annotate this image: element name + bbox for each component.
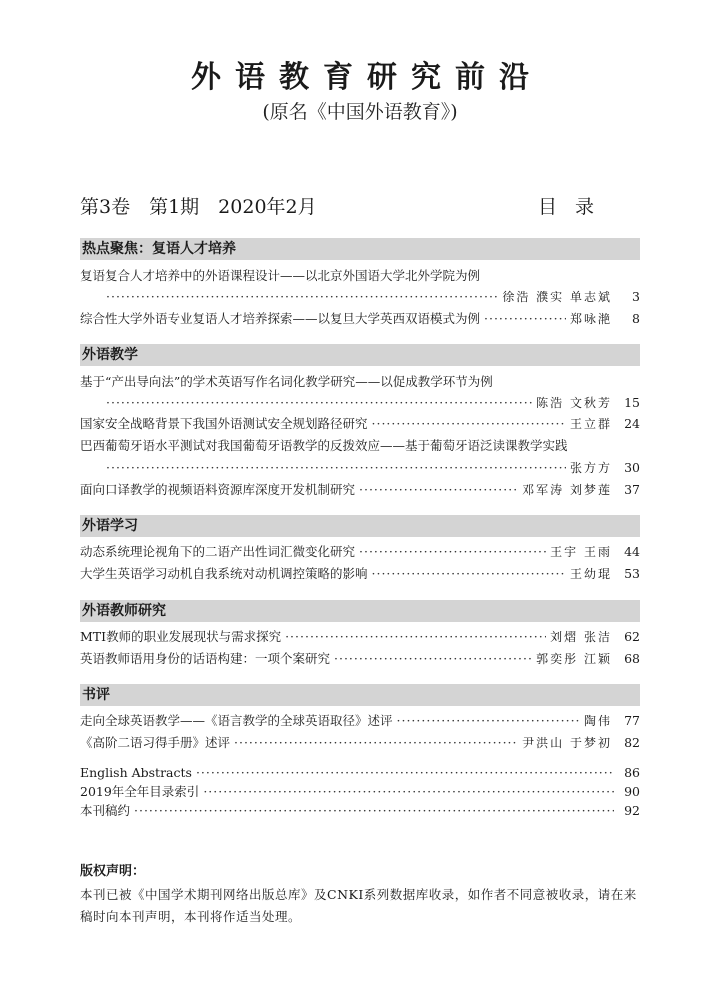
- toc-entry-title[interactable]: [80, 266, 640, 286]
- toc-entry[interactable]: [80, 309, 640, 329]
- toc-entry[interactable]: [80, 414, 640, 434]
- entry-page: 62: [624, 629, 640, 644]
- extra-page: 92: [624, 803, 640, 818]
- entry-page: 44: [624, 544, 640, 559]
- leader-dots: [234, 733, 518, 753]
- leader-dots: [106, 393, 532, 413]
- former-name: (原名《中国外语教育》): [262, 101, 458, 123]
- toc-entry-meta: [80, 458, 640, 478]
- toc-entry-meta: [80, 393, 640, 413]
- toc-entry[interactable]: [80, 564, 640, 584]
- entry-authors: 王幼琨: [569, 567, 612, 581]
- toc-label: 目录: [537, 196, 612, 218]
- extra-page: 86: [624, 765, 640, 780]
- entry-authors: 陈浩 文秋芳: [536, 396, 612, 410]
- leader-dots: [334, 649, 532, 669]
- toc-entry[interactable]: [80, 480, 640, 500]
- entry-title[interactable]: 英语教师语用身份的话语构建：一项个案研究: [80, 651, 331, 666]
- issue-info: 第3卷 第1期 2020年2月: [80, 196, 317, 218]
- section-heading: 书评: [80, 684, 640, 706]
- entry-authors: 陶伟: [583, 714, 612, 728]
- copyright-body: 本刊已被《中国学术期刊网络出版总库》及CNKI系列数据库收录，如作者不同意被收录，请在来稿时向本刊声明，本刊将作适当处理。: [80, 887, 637, 924]
- entry-authors: 王宇 王雨: [550, 545, 612, 559]
- entry-title[interactable]: 面向口译教学的视频语料资源库深度开发机制研究: [80, 482, 356, 497]
- leader-dots: [285, 627, 546, 647]
- entry-title[interactable]: 基于“产出导向法”的学术英语写作名词化教学研究——以促成教学环节为例: [80, 374, 493, 389]
- entry-title[interactable]: 国家安全战略背景下我国外语测试安全规划路径研究: [80, 416, 368, 431]
- entry-page: 82: [624, 735, 640, 750]
- entry-authors: 刘熠 张洁: [550, 630, 612, 644]
- entry-page: 15: [624, 395, 640, 410]
- leader-dots: [372, 564, 566, 584]
- leader-dots: [397, 711, 580, 731]
- entry-authors: 尹洪山 于梦初: [522, 736, 612, 750]
- section-heading: 外语教师研究: [80, 600, 640, 622]
- entry-title[interactable]: 复语复合人才培养中的外语课程设计——以北京外国语大学北外学院为例: [80, 268, 481, 283]
- leader-dots: [359, 542, 546, 562]
- entry-authors: 郭奕彤 江颖: [536, 652, 612, 666]
- entry-authors: 王立群: [569, 417, 612, 431]
- toc-entry[interactable]: [80, 733, 640, 753]
- extra-title[interactable]: 2019年全年目录索引: [80, 784, 200, 799]
- entry-page: 30: [624, 460, 640, 475]
- extra-title[interactable]: 本刊稿约: [80, 803, 131, 818]
- section-heading: 外语教学: [80, 344, 640, 366]
- entry-title[interactable]: 走向全球英语教学——《语言教学的全球英语取径》述评: [80, 713, 393, 728]
- extra-page: 90: [624, 784, 640, 799]
- copyright-heading: 版权声明：: [80, 864, 146, 879]
- toc-entry-title[interactable]: [80, 436, 640, 456]
- entry-title[interactable]: 《高阶二语习得手册》述评: [80, 735, 231, 750]
- toc-entry[interactable]: [80, 627, 640, 647]
- entry-authors: 张方方: [569, 461, 612, 475]
- entry-page: 68: [624, 651, 640, 666]
- entry-title[interactable]: 大学生英语学习动机自我系统对动机调控策略的影响: [80, 566, 368, 581]
- leader-dots: [196, 763, 614, 783]
- section-heading: 热点聚焦：复语人才培养: [80, 238, 640, 260]
- toc-extra[interactable]: [80, 801, 640, 821]
- leader-dots: [203, 782, 614, 802]
- toc-extra[interactable]: [80, 782, 640, 802]
- leader-dots: [484, 309, 566, 329]
- toc-entry[interactable]: [80, 542, 640, 562]
- toc-extra[interactable]: [80, 763, 640, 783]
- entry-page: 8: [632, 311, 640, 326]
- leader-dots: [359, 480, 518, 500]
- entry-page: 24: [624, 416, 640, 431]
- entry-page: 37: [624, 482, 640, 497]
- leader-dots: [106, 458, 566, 478]
- section-heading: 外语学习: [80, 515, 640, 537]
- entry-page: 3: [632, 289, 640, 304]
- journal-title: 外语教育研究前沿: [191, 60, 543, 95]
- toc-entry[interactable]: [80, 649, 640, 669]
- entry-page: 77: [624, 713, 640, 728]
- entry-title[interactable]: 动态系统理论视角下的二语产出性词汇微变化研究: [80, 544, 356, 559]
- entry-title[interactable]: MTI教师的职业发展现状与需求探究: [80, 629, 282, 644]
- entry-title[interactable]: 巴西葡萄牙语水平测试对我国葡萄牙语教学的反拨效应——基于葡萄牙语泛读课教学实践: [80, 438, 568, 453]
- leader-dots: [372, 414, 566, 434]
- extra-title[interactable]: English Abstracts: [80, 765, 192, 780]
- toc-entry-title[interactable]: [80, 372, 640, 392]
- leader-dots: [134, 801, 614, 821]
- toc-entry[interactable]: [80, 711, 640, 731]
- entry-authors: 郑咏滟: [569, 312, 612, 326]
- entry-page: 53: [624, 566, 640, 581]
- entry-title[interactable]: 综合性大学外语专业复语人才培养探索——以复旦大学英西双语模式为例: [80, 311, 481, 326]
- entry-authors: 邓军涛 刘梦莲: [522, 483, 612, 497]
- leader-dots: [106, 287, 498, 307]
- toc-entry-meta: [80, 287, 640, 307]
- entry-authors: 徐浩 濮实 单志斌: [502, 290, 612, 304]
